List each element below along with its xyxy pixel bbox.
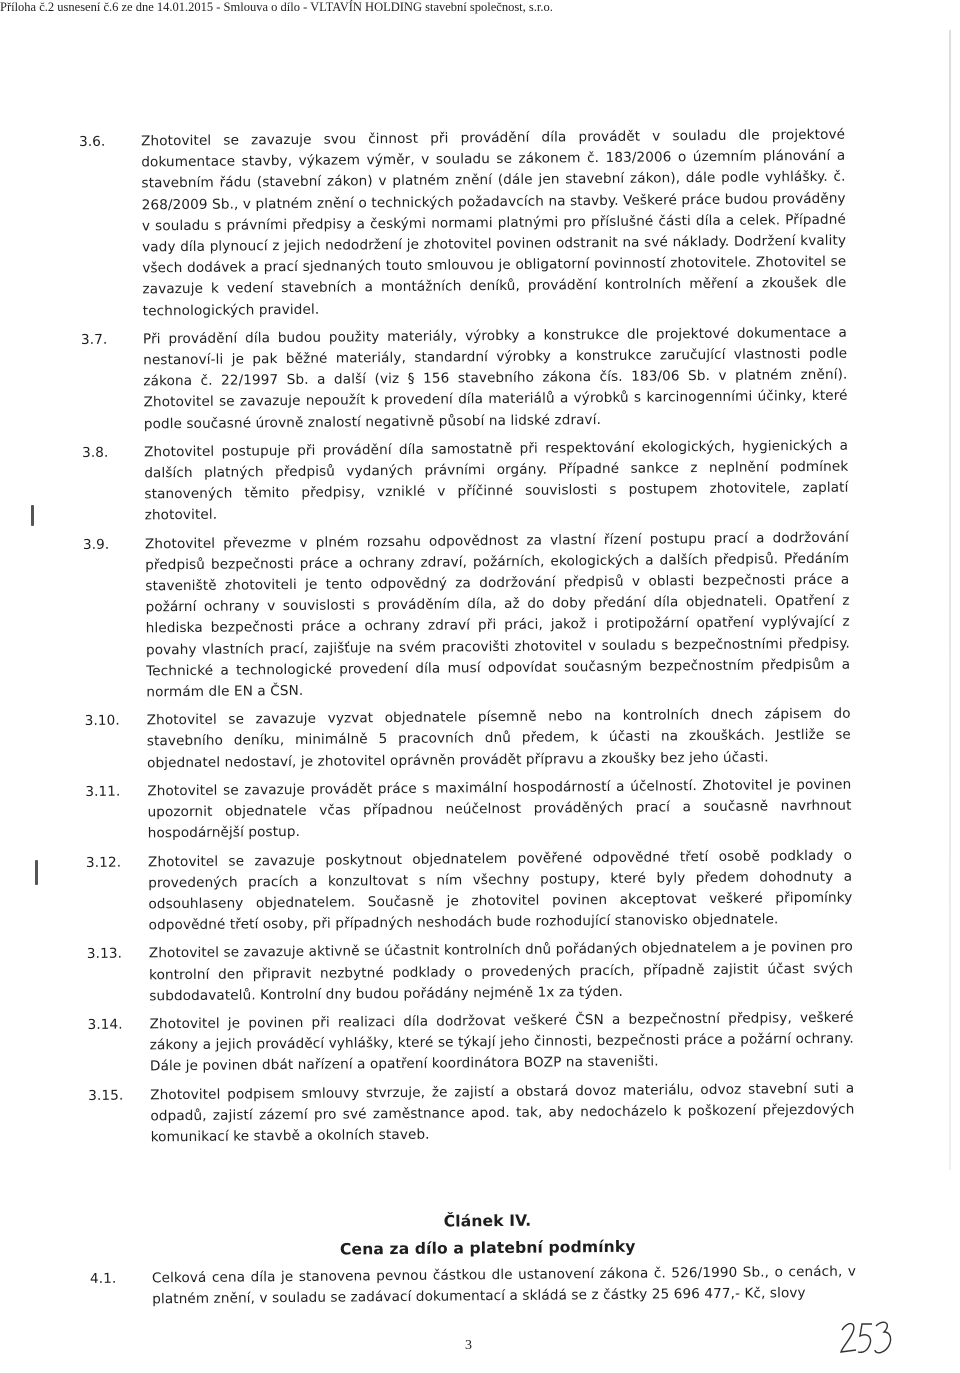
clause-text: Zhotovitel se zavazuje poskytnout objednatelem pověřené odpovědné třetí osobě podklady o provedených pracích a konzultovat s ním všechny postupy, které byly předem dohodnuty a odsouhlaseny objednatelem. Současně je zhotovitel povinen akceptovat veškeré připomínky odpovědné třetí osoby, při případných neshodách bude rozhodující stanovisko objednatele.: [147, 847, 853, 934]
clause-number: 3.15.: [88, 1087, 124, 1104]
document-header: Příloha č.2 usnesení č.6 ze dne 14.01.2015 - Smlouva o dílo - VLTAVÍN HOLDING stavební společnost, s.r.o.: [0, 0, 553, 14]
clause-number: 3.14.: [87, 1016, 123, 1033]
clause-number: 3.12.: [85, 854, 122, 871]
clause-text: Zhotovitel se zavazuje vyzvat objednatele písemně nebo na kontrolních dnech zápisem do stavebního deníku, minimálně 5 pracovních dnů předem, k účasti na zkouškách. Jestliže se objednatel nedostaví, je zhotovitel oprávněn provádět přípravu a zkoušky bez jeho účasti.: [146, 705, 851, 772]
clause-3-10: [85, 704, 852, 775]
clause-3-13: [87, 937, 854, 1008]
article-heading: Článek IV.: [443, 1211, 532, 1231]
page-number: 3: [465, 1338, 472, 1353]
clause-3-15: [88, 1078, 855, 1149]
clause-3-6: [79, 125, 847, 323]
clause-number: 3.13.: [86, 945, 123, 963]
clause-number: 4.1.: [89, 1270, 117, 1288]
clause-text: Zhotovitel podpisem smlouvy stvrzuje, že zajistí a obstará dovoz materiálu, odvoz stavební suti a odpadů, zajistí zázemí pro své zaměstnance apod. tak, aby nedocházelo k poškození přejezdových komunikací ke stavbě a okolních staveb.: [150, 1080, 855, 1146]
scan-edge-shadow: [949, 30, 951, 1170]
clause-3-7: [81, 322, 848, 435]
article-header: [89, 1205, 855, 1266]
clause-text: Celková cena díla je stanovena pevnou částkou dle ustanovení zákona č. 526/1990 Sb., o cenách, v platném znění, v souladu se zadávací dokumentací a skládá se z částky 25 696 477,- Kč, slovy: [151, 1263, 857, 1308]
scan-mark-top: [31, 505, 34, 526]
scan-mark-bottom: [35, 860, 38, 885]
clause-text: Zhotovitel se zavazuje provádět práce s maximální hospodárností a účelností. Zhotovitel je povinen upozornit objednatele včas případnou neúčelnost prováděných prací a současně navrhnout hospodárnější postup.: [147, 776, 852, 842]
clause-number: 3.9.: [82, 536, 110, 553]
clause-text: Zhotovitel postupuje při provádění díla samostatně při respektování ekologických, hygienických a dalších platných předpisů vydaných právními orgány. Případné sankce z neplnění podmínek stanovených těmito předpisy, vzniklé v příčinné souvislosti s postupem zhotovitele, zaplatí zhotovitel.: [144, 437, 849, 524]
clause-3-14: [87, 1008, 854, 1079]
document-body: [79, 125, 856, 1319]
clause-4-1: [90, 1262, 856, 1312]
article-title: Cena za dílo a platební podmínky: [339, 1237, 636, 1259]
clause-list: [79, 125, 855, 1149]
clause-text: Zhotovitel se zavazuje svou činnost při provádění díla provádět v souladu dle projektové dokumentace stavby, výkazem výměr, v souladu se zákonem č. 183/2006 o územním plánování a stavebním řádu (stavební zákon) v platném znění (dále jen stavební zákon), dále podle vyhlášky. č. 268/2009 Sb., v platném znění o technických požadavcích na stavby. Veškeré práce budou prováděny v souladu s právními předpisy a českými normami platnými pro příslušné části díla a celek. Případné vady díla plynoucí z jejich nedodržení je zhotovitel povinen odstranit na své náklady. Dodržení kvality všech dodávek a prací sjednaných touto smlouvou je obligatorní povinností zhotovitele. Zhotovitel se zavazuje k vedení stavebních a montážních deníků, provádění kontrolních měření a zkoušek dle technologických pravidel.: [141, 126, 847, 320]
clause-3-12: [86, 845, 853, 937]
clause-3-9: [83, 527, 851, 704]
clause-3-11: [85, 775, 852, 846]
clause-text: Zhotovitel převezme v plném rozsahu odpovědnost za vlastní řízení postupu prací a dodržování předpisů bezpečnosti práce a ochrany zdraví, požárních, ekologických a dalších předpisů. Předáním staveniště zhotoviteli je tento odpovědný za dodržování předpisů v oblasti bezpečnosti práce a požární ochrany v souvislosti s prováděním díla, až do doby předání díla objednateli. Opatření z hlediska bezpečnosti práce a ochrany zdraví při práci, jakož i protipožární opatření vyplývající z povahy vlastních prací, zajišťuje na svém pracovišti zhotovitel v souladu s bezpečnostními předpisy. Technické a technologické provedení díla musí odpovídat současným bezpečnostním předpisům a normám dle EN a ČSN.: [144, 529, 851, 701]
clause-3-8: [82, 435, 849, 527]
clause-number: 3.11.: [85, 783, 121, 800]
handwritten-page-stamp: [838, 1316, 898, 1364]
clause-number: 3.7.: [80, 331, 108, 348]
clause-text: Zhotovitel je povinen při realizaci díla dodržovat veškeré ČSN a bezpečnostní předpisy, veškeré zákony a jejich prováděcí vyhlášky, které se týkají jeho činnosti, bezpečnosti práce a požární ochrany. Dále je povinen dbát nařízení a opatření koordinátora BOZP na staveništi.: [149, 1009, 854, 1075]
clause-text: Zhotovitel se zavazuje aktivně se účastnit kontrolních dnů pořádaných objednatelem a je povinen pro kontrolní den připravit nezbytné podklady o provedených pracích, případně zajistit účast svých subdodavatelů. Kontrolní dny budou pořádány nejméně 1x za týden.: [148, 938, 854, 1005]
clause-number: 3.10.: [84, 712, 120, 730]
clause-text: Při provádění díla budou použity materiály, výrobky a konstrukce dle projektové dokumentace a nestanoví-li je pak běžné materiály, standardní výrobky a konstrukce zaručující vlastnosti podle zákona č. 22/1997 Sb. a další (viz § 156 stavebního zákona čís. 183/06 Sb. v platném znění). Zhotovitel se zavazuje nepoužít k provedení díla materiálů a výrobků s karcinogenními účinky, které podle současné úrovně znalostí negativně působí na lidské zdraví.: [142, 324, 848, 433]
clause-number: 3.8.: [82, 444, 109, 461]
clause-number: 3.6.: [79, 133, 106, 150]
